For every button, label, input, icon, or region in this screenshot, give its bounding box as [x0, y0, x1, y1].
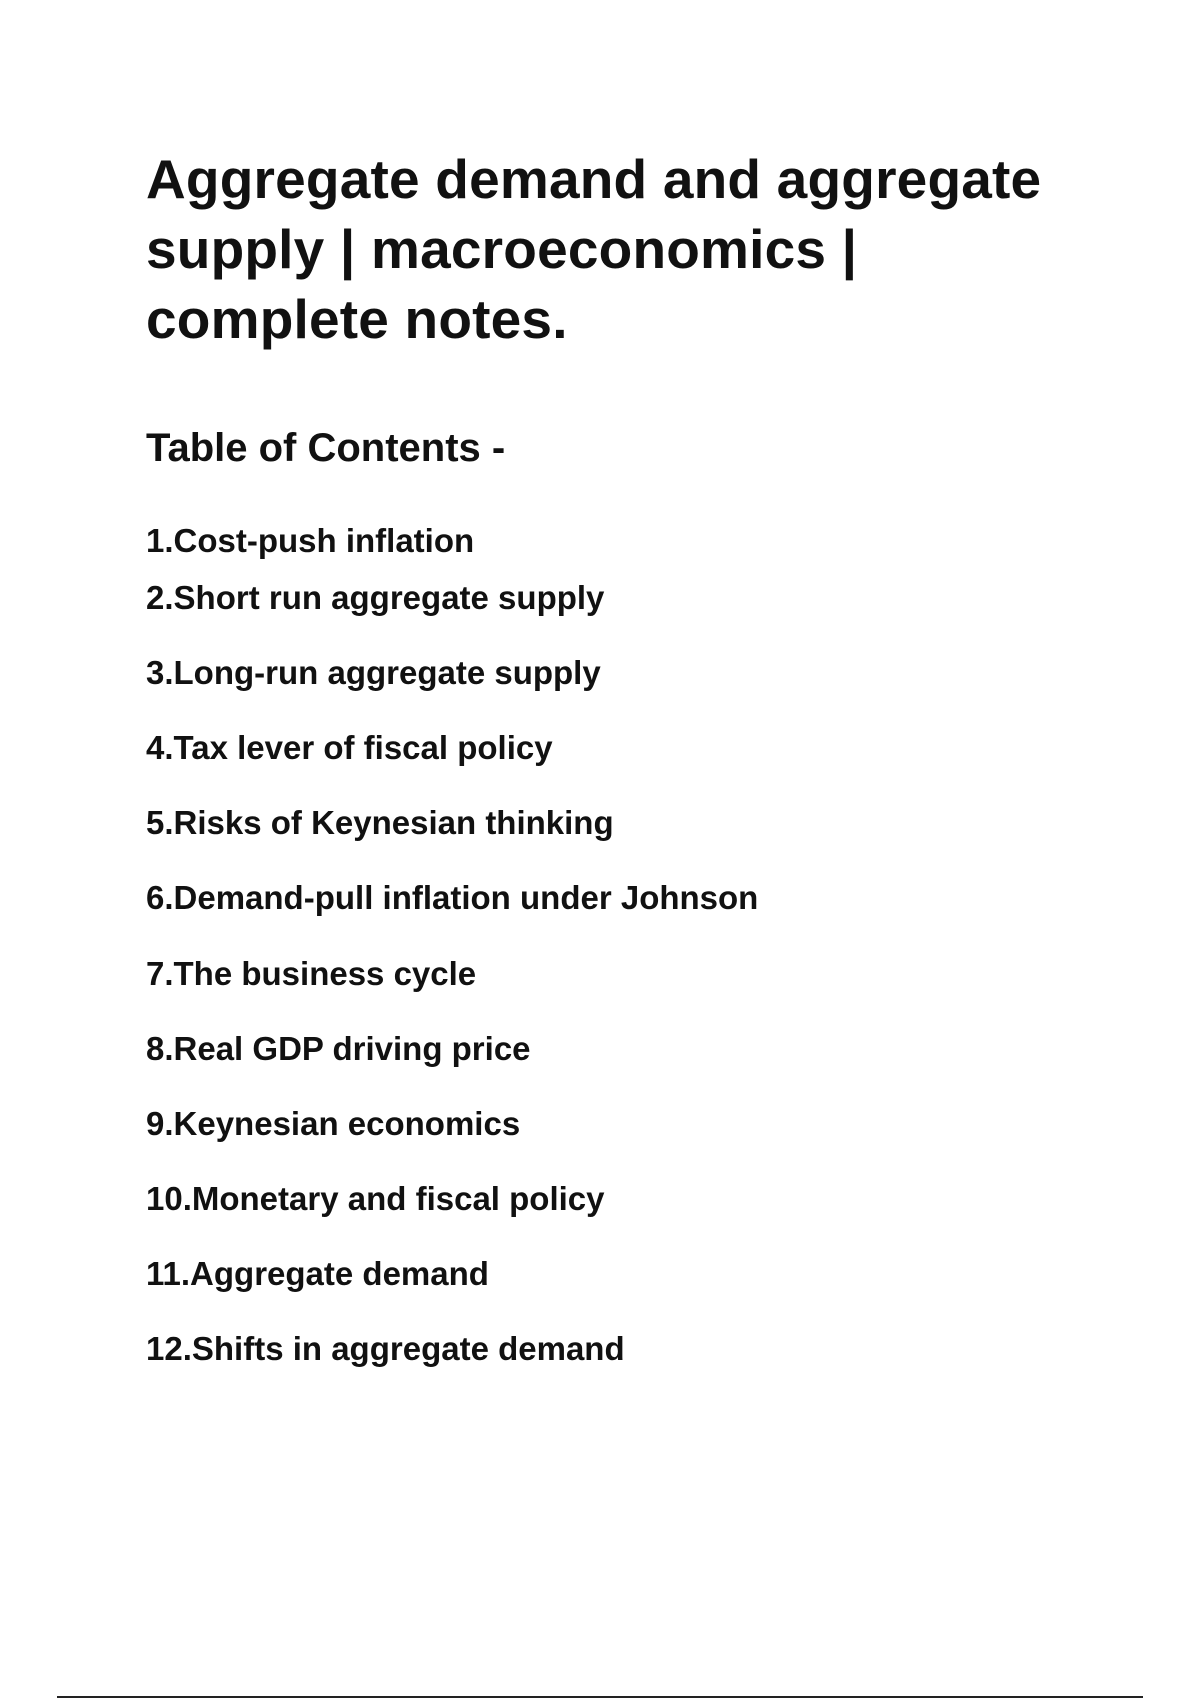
toc-heading: Table of Contents - [146, 426, 506, 470]
toc-item-9: 9.Keynesian economics [146, 1105, 521, 1142]
toc-item-7: 7.The business cycle [146, 955, 477, 992]
toc-item-3: 3.Long-run aggregate supply [146, 654, 601, 691]
toc-item-4: 4.Tax lever of fiscal policy [146, 729, 553, 766]
toc-item-10: 10.Monetary and fiscal policy [146, 1180, 605, 1217]
toc-item-12: 12.Shifts in aggregate demand [146, 1330, 625, 1367]
page-title: Aggregate demand and aggregate supply | macroeconomics | complete notes. [146, 148, 1042, 350]
toc-item-11: 11.Aggregate demand [146, 1255, 489, 1292]
page-bottom-divider [57, 1696, 1143, 1698]
toc-item-5: 5.Risks of Keynesian thinking [146, 804, 614, 841]
toc-item-2: 2.Short run aggregate supply [146, 579, 605, 616]
toc-item-1: 1.Cost-push inflation [146, 522, 475, 559]
toc-item-8: 8.Real GDP driving price [146, 1030, 531, 1067]
toc-item-6: 6.Demand-pull inflation under Johnson [146, 879, 759, 916]
